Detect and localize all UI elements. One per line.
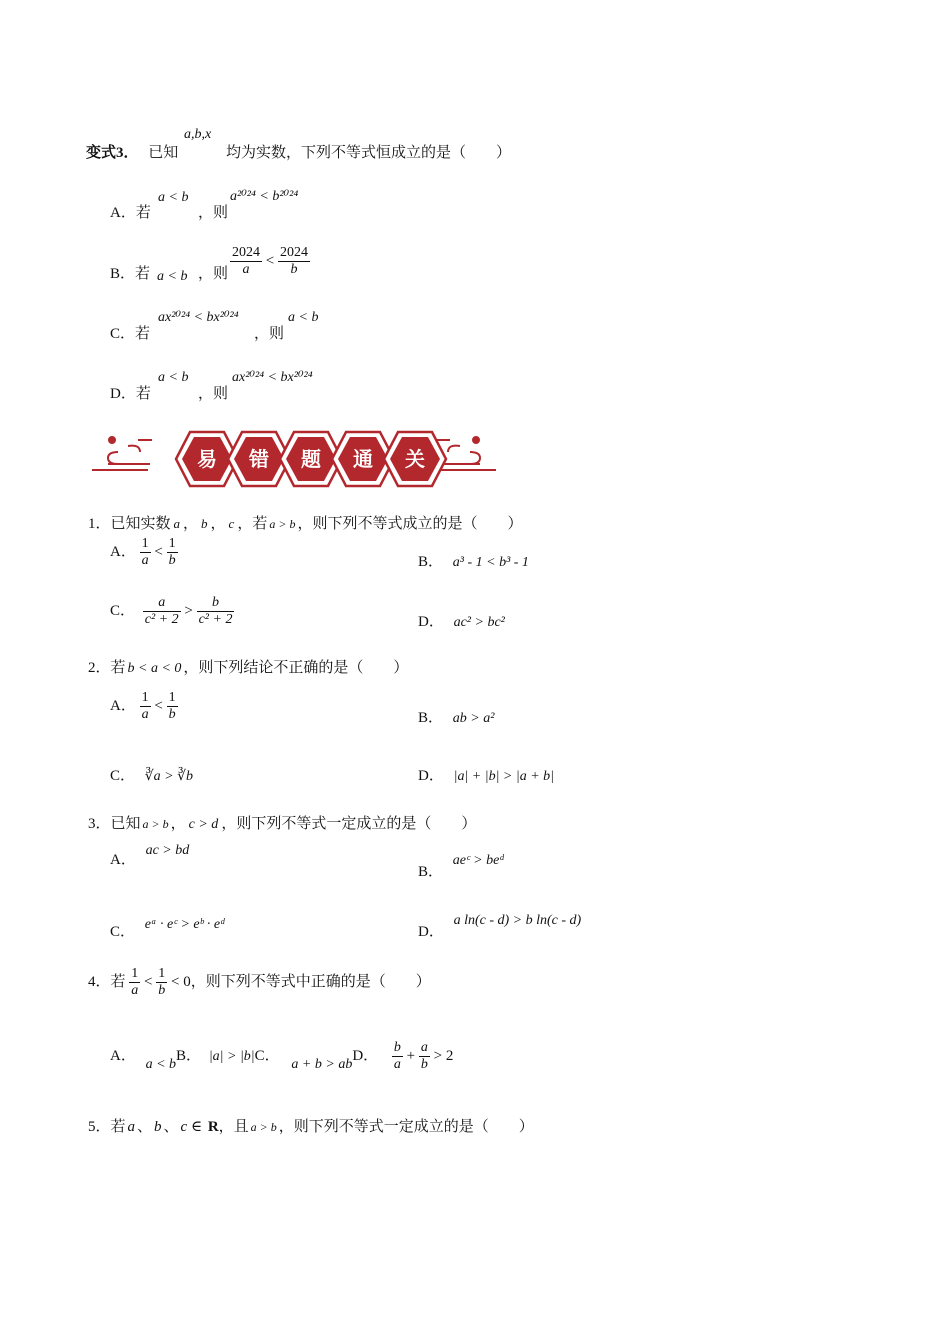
option-d-cond: a < b (158, 370, 189, 385)
option-d-then: ，则 (198, 386, 229, 402)
operator: < (144, 973, 153, 990)
numerator: 1 (131, 966, 139, 981)
option-key: B． (176, 1047, 202, 1064)
denominator: a (242, 262, 250, 277)
option-key: B． (418, 554, 444, 570)
stem-text: ，则下列不等式中正确的是（ ） (190, 973, 431, 990)
option-text: 若 (135, 386, 151, 402)
sep: 、 (137, 1119, 153, 1135)
option-key: C． (110, 326, 136, 342)
option-key: D． (110, 386, 136, 402)
option-d-result: ax²⁰²⁴ < bx²⁰²⁴ (232, 370, 313, 385)
question-1-stem (88, 512, 522, 533)
denominator: b (420, 1057, 428, 1072)
condition: a > b (269, 517, 296, 531)
stem-text: 2．若 (88, 660, 126, 676)
variant-stem-tail: 均为实数，下列不等式恒成立的是（ ） (226, 145, 512, 161)
math-var: a (127, 1119, 136, 1135)
numerator: b (197, 595, 235, 612)
stem-text: 已知 (148, 145, 179, 161)
denominator: a (141, 553, 149, 568)
condition: b < a < 0 (127, 661, 182, 676)
sep: ， (210, 516, 226, 532)
option-a (110, 201, 151, 222)
math-var: b (201, 516, 208, 531)
operator: > 2 (433, 1047, 454, 1064)
stem-text: 3．已知 (88, 816, 141, 832)
denominator: c² + 2 (144, 612, 179, 627)
option-b-cond: a < b (157, 269, 188, 284)
option-key: A． (110, 697, 136, 714)
stem-text: ，若 (237, 516, 268, 532)
operator: > (184, 602, 193, 619)
condition: a > b (142, 817, 169, 831)
numerator: a (420, 1040, 428, 1055)
denominator: b (168, 553, 176, 568)
option-key: C． (110, 602, 136, 619)
denominator: b (158, 983, 166, 998)
option-d (110, 382, 151, 403)
numerator: 2024 (232, 245, 260, 260)
variant-vars: a,b,x (184, 127, 212, 142)
option-expr: ab > a² (452, 711, 495, 726)
denominator: a (141, 707, 149, 722)
option-expr: ac > bd (145, 843, 190, 858)
option-a-then: ，则 (198, 205, 229, 221)
option-key: B． (110, 266, 136, 282)
operator: < (154, 543, 163, 560)
stem-text: ，且 (218, 1119, 249, 1135)
q1-option-a (110, 536, 178, 569)
banner-char: 题 (301, 447, 321, 471)
math-var: a (173, 516, 181, 531)
denominator: b (168, 707, 176, 722)
q3-option-d (418, 913, 582, 941)
question-2-stem (88, 656, 408, 677)
denominator: c² + 2 (198, 612, 233, 627)
q3-option-c (110, 917, 225, 941)
q3-option-b (418, 853, 504, 881)
variant-label: 变式3． (86, 145, 139, 161)
sep: 、 (163, 1119, 179, 1135)
option-text: 若 (135, 205, 151, 221)
option-expr: |a| + |b| > |a + b| (453, 769, 555, 784)
option-key: A． (110, 852, 136, 868)
option-c-result: a < b (288, 310, 319, 325)
option-key: A． (110, 1047, 136, 1064)
denominator: b (290, 262, 298, 277)
stem-text: 5．若 (88, 1119, 126, 1135)
numerator: 1 (168, 536, 176, 551)
banner-char: 易 (197, 447, 217, 471)
q3-option-a (110, 843, 190, 869)
option-a-result: a²⁰²⁴ < b²⁰²⁴ (230, 189, 299, 204)
option-expr: ∛a > ∛b (144, 769, 194, 784)
denominator: a (393, 1057, 401, 1072)
q2-option-d (418, 764, 554, 785)
option-c (110, 322, 150, 343)
option-b (110, 262, 150, 283)
sep: ， (170, 816, 186, 832)
numerator: 1 (158, 966, 166, 981)
numerator: b (393, 1040, 401, 1055)
numerator: 1 (141, 690, 149, 705)
math-var: c ∈ (180, 1119, 206, 1135)
condition: c > d (188, 817, 219, 832)
sep: ， (183, 516, 199, 532)
option-key: B． (418, 864, 444, 880)
math-var: c (228, 516, 235, 531)
operator: < (265, 252, 275, 269)
banner-char: 关 (405, 447, 425, 471)
banner-char: 错 (249, 447, 269, 471)
q1-option-b (418, 550, 529, 571)
numerator: 2024 (279, 245, 308, 260)
set-symbol: R (207, 1119, 219, 1135)
question-5-stem (88, 1115, 534, 1136)
option-key: D． (418, 614, 444, 630)
math-var: b (154, 1119, 162, 1135)
option-b-then: ，则 (198, 266, 229, 282)
numerator: 1 (141, 536, 149, 551)
q1-option-d (418, 610, 505, 631)
option-key: C． (110, 768, 136, 784)
section-banner (88, 426, 500, 492)
question-3-stem (88, 812, 476, 833)
option-b-result (230, 245, 310, 278)
option-expr: |a| > |b| (208, 1048, 255, 1064)
option-c-then: ，则 (254, 326, 285, 342)
option-expr: aeᶜ > beᵈ (452, 853, 504, 868)
stem-text: 4．若 (88, 973, 126, 990)
option-text: 若 (135, 266, 151, 282)
option-key: A． (110, 543, 136, 560)
operator: < 0 (170, 973, 191, 990)
option-a-cond: a < b (158, 190, 189, 205)
q1-option-c (110, 595, 234, 628)
q2-option-c (110, 764, 193, 785)
option-key: B． (418, 710, 444, 726)
stem-text: ，则下列不等式一定成立的是（ ） (221, 816, 477, 832)
cloud-ornament-left (92, 437, 152, 470)
option-key: D． (418, 768, 444, 784)
q2-option-a (110, 690, 178, 723)
option-expr: a + b > ab (291, 1056, 353, 1072)
cloud-ornament-right (436, 437, 496, 470)
option-key: D． (352, 1047, 379, 1064)
option-key: C． (110, 924, 136, 940)
option-key: D． (418, 924, 444, 940)
variant-stem (86, 141, 178, 162)
option-expr: a ln(c - d) > b ln(c - d) (453, 913, 582, 928)
option-expr: eᵃ · eᶜ > eᵇ · eᵈ (144, 917, 225, 932)
numerator: a (143, 595, 181, 612)
option-expr: a³ - 1 < b³ - 1 (452, 555, 529, 570)
option-expr: ac² > bc² (453, 615, 505, 630)
operator: + (406, 1047, 416, 1064)
condition: a > b (250, 1120, 277, 1134)
denominator: a (131, 983, 139, 998)
question-4-stem (88, 966, 431, 999)
stem-text: ，则下列不等式成立的是（ ） (297, 516, 523, 532)
option-text: 若 (135, 326, 151, 342)
stem-text: ，则下列不等式一定成立的是（ ） (278, 1119, 534, 1135)
operator: < (154, 697, 163, 714)
option-key: A． (110, 205, 136, 221)
option-c-cond: ax²⁰²⁴ < bx²⁰²⁴ (158, 310, 239, 325)
stem-text: 1．已知实数 (88, 516, 171, 532)
option-expr: a < b (145, 1056, 177, 1072)
banner-char: 通 (353, 447, 373, 471)
option-key: C． (254, 1047, 280, 1064)
numerator: 1 (168, 690, 176, 705)
stem-text: ，则下列结论不正确的是（ ） (183, 660, 409, 676)
q4-options (110, 1040, 453, 1073)
q2-option-b (418, 706, 494, 727)
